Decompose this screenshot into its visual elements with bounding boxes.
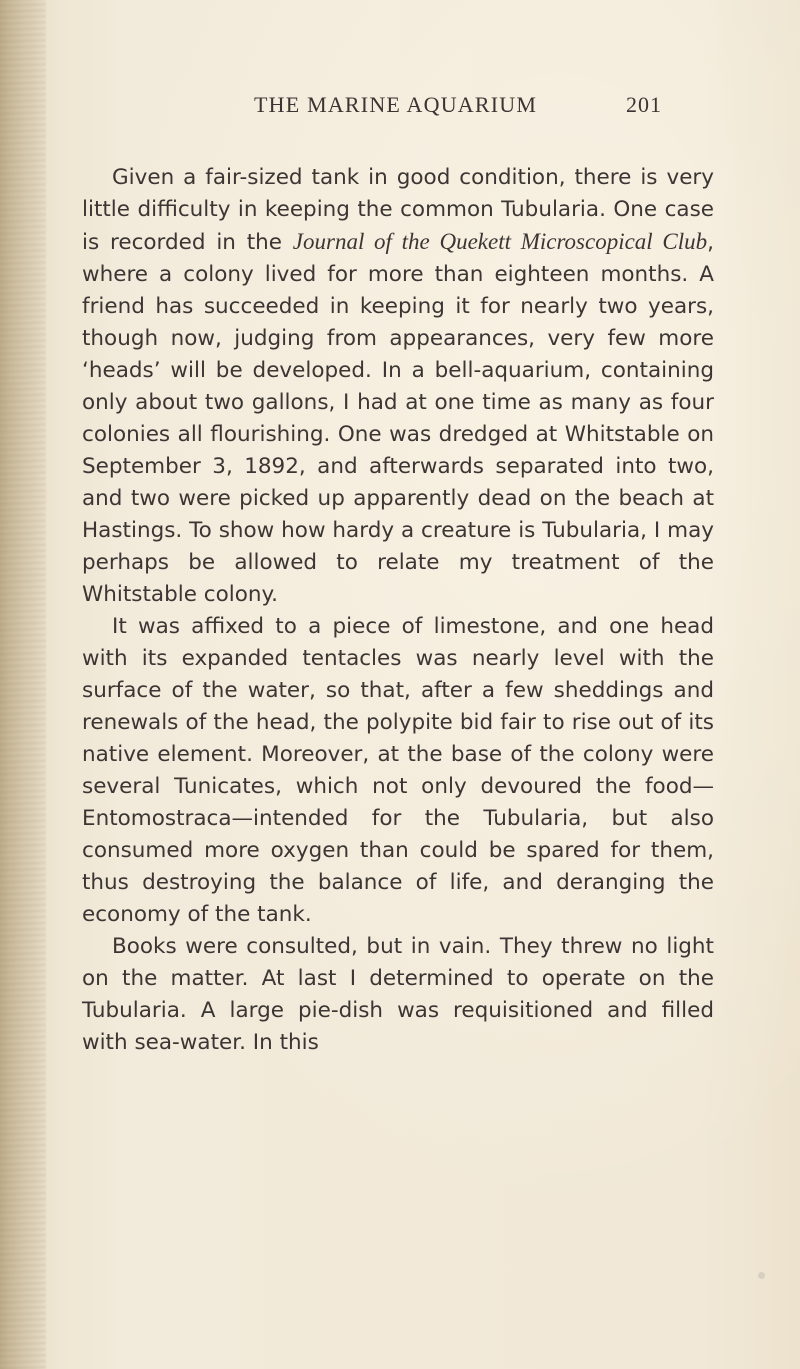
running-title: THE MARINE AQUARIUM xyxy=(254,92,538,117)
paragraph-1 xyxy=(82,162,714,611)
body-text xyxy=(82,162,714,1059)
paragraph-1-part-a: Given a fair-sized tank in good condition, there is very little difficulty in keeping the common Tubularia. One case is recorded in the xyxy=(82,165,714,255)
paragraph-3: Books were consulted, but in vain. They threw no light on the matter. At last I determined to operate on the Tubularia. A large pie-dish was requisitioned and filled with sea-water. In this xyxy=(82,934,714,1055)
page-number: 201 xyxy=(626,92,662,117)
page-gutter xyxy=(0,0,46,1369)
paper-speck xyxy=(758,1272,765,1279)
paragraph-1-part-b: , where a colony lived for more than eighteen months. A friend has succeeded in keeping it for nearly two years, though now, judging from appearances, very few more ‘heads’ will be developed. In a bell-aquarium, containing only about two gallons, I had at one time as many as four colonies all flourishing. One was dredged at Whitstable on September 3, 1892, and afterwards separated into two, and two were picked up apparently dead on the beach at Hastings. To show how hardy a creature is Tubularia, I may perhaps be allowed to relate my treatment of the Whitstable colony. xyxy=(82,230,714,607)
paragraph-2: It was affixed to a piece of limestone, and one head with its expanded tentacles was nearly level with the surface of the water, so that, after a few sheddings and renewals of the head, the polypite bid fair to rise out of its native element. Moreover, at the base of the colony were several Tunicates, which not only devoured the food—Entomostraca—intended for the Tubularia, but also consumed more oxygen than could be spared for them, thus destroying the balance of life, and deranging the economy of the tank. xyxy=(82,614,714,927)
running-head xyxy=(0,92,800,122)
journal-title: Journal of the Quekett Microscopical Club xyxy=(292,229,708,254)
